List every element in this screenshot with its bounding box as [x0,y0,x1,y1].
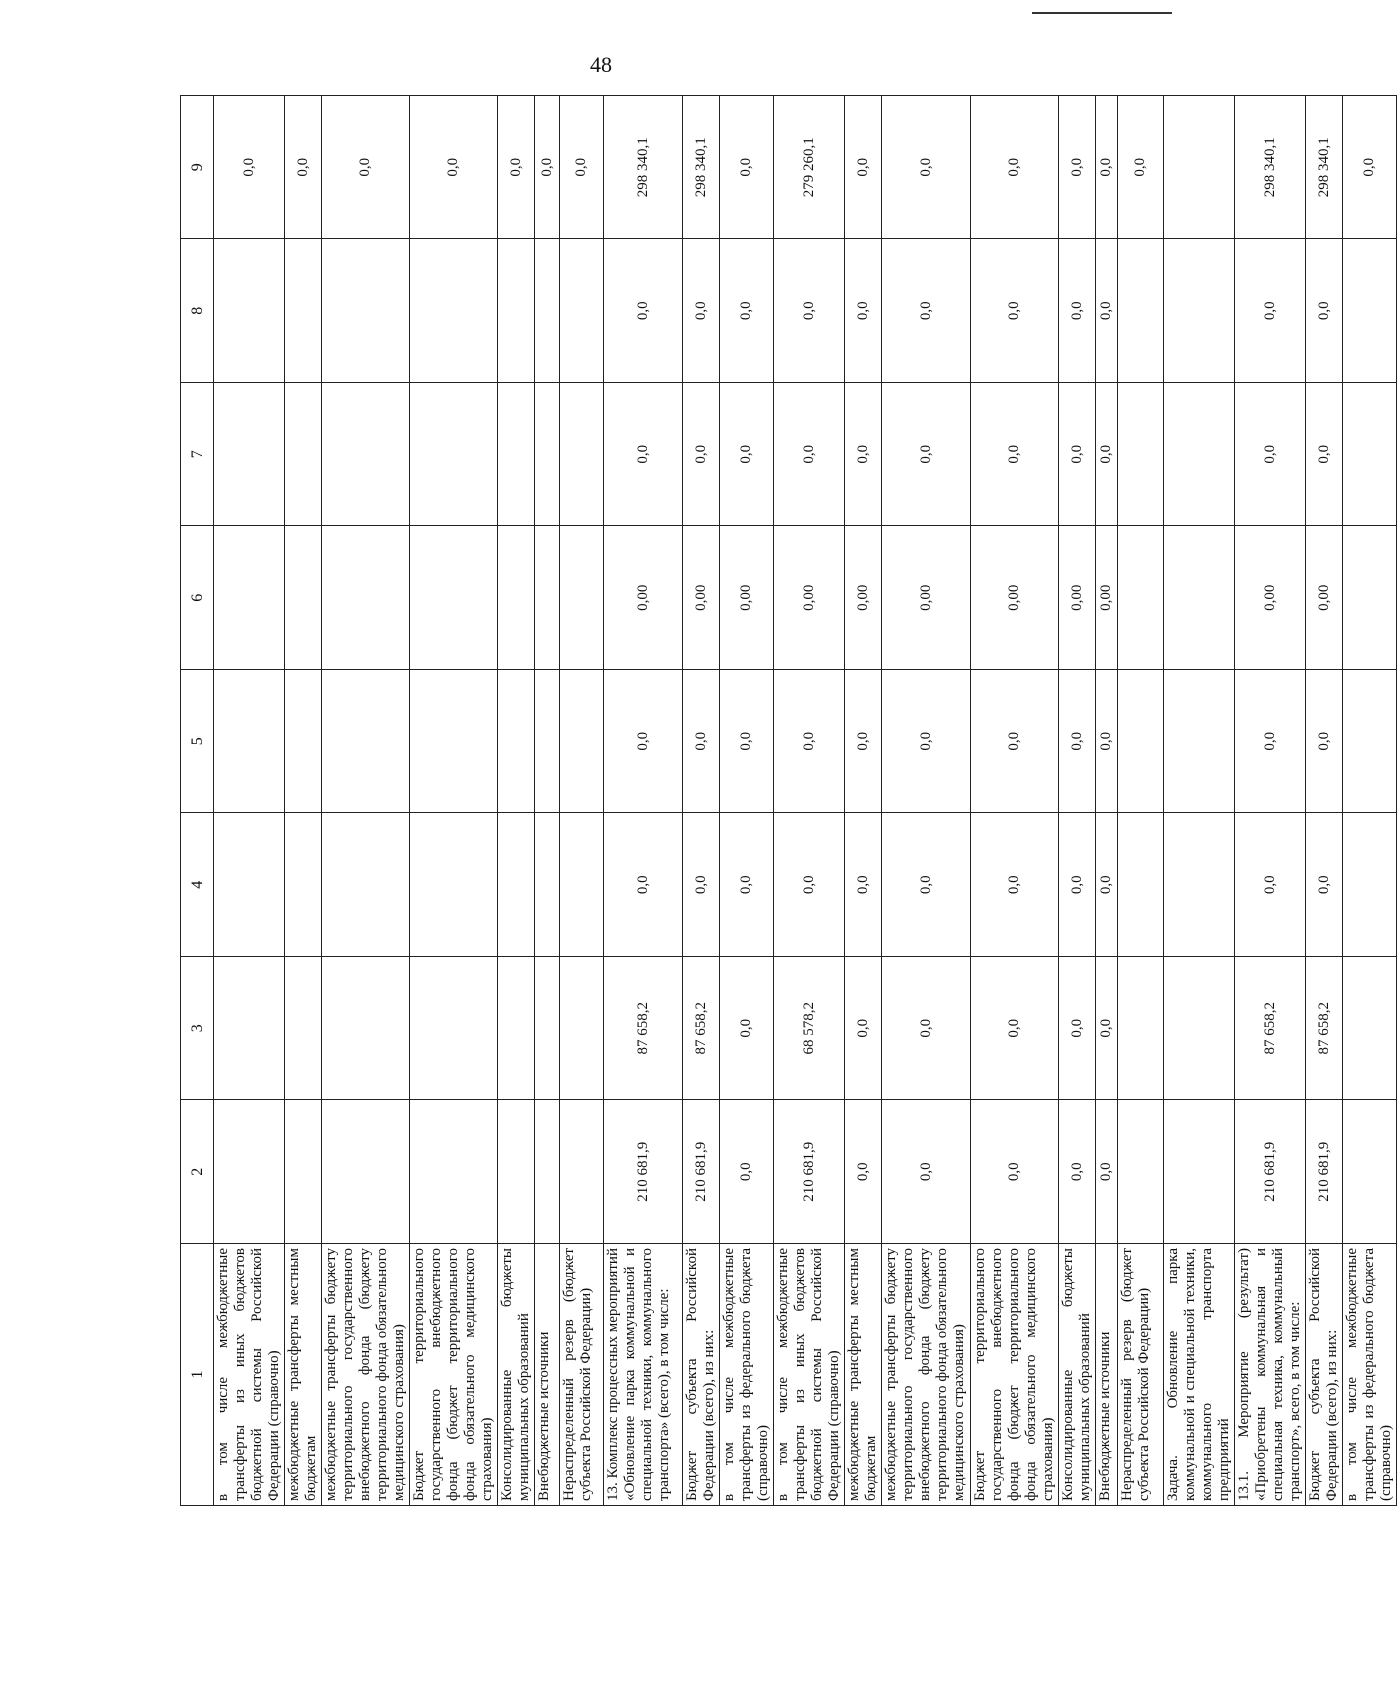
value-cell: 0,0 [683,813,720,957]
value-cell [1164,239,1235,383]
value-cell: 0,0 [1096,1100,1118,1244]
row-label: Бюджет субъекта Российской Федерации (всего), из них: [1306,1244,1343,1506]
table-row [845,96,882,1506]
row-label: Бюджет территориального государственного внебюджетного фонда (бюджет территориального фонда обязательного медицинского страхования) [410,1244,498,1506]
header-cell-1: 1 [181,1244,214,1506]
header-cell-2: 2 [181,1100,214,1244]
value-cell [322,1100,410,1244]
header-cell-5: 5 [181,670,214,814]
value-cell [410,670,498,814]
value-cell: 0,0 [214,96,285,240]
value-cell: 0,0 [1096,813,1118,957]
value-cell: 0,0 [604,670,683,814]
table-row [214,96,285,1506]
value-cell: 0,0 [971,813,1059,957]
value-cell [1118,239,1164,383]
value-cell: 0,0 [882,1100,971,1244]
value-cell [214,526,285,670]
value-cell: 0,0 [774,239,845,383]
table-body [214,96,1397,1506]
value-cell: 0,0 [845,96,882,240]
value-cell: 0,00 [1306,526,1343,670]
value-cell: 0,0 [604,239,683,383]
value-cell: 0,0 [882,239,971,383]
value-cell: 210 681,9 [683,1100,720,1244]
value-cell: 279 260,1 [774,96,845,240]
value-cell [214,813,285,957]
table-row [1118,96,1164,1506]
row-label: Консолидированные бюджеты муниципальных образований [498,1244,535,1506]
value-cell: 0,0 [845,239,882,383]
value-cell [214,957,285,1101]
value-cell [498,957,535,1101]
value-cell: 0,00 [1059,526,1096,670]
row-label: в том числе межбюджетные трансферты из иных бюджетов бюджетной системы Российской Федерации (справочно) [774,1244,845,1506]
value-cell: 0,0 [845,813,882,957]
row-label: в том числе межбюджетные трансферты из федерального бюджета (справочно) [1343,1244,1397,1506]
value-cell: 0,0 [720,670,774,814]
table-row [1164,96,1235,1506]
value-cell [1164,1100,1235,1244]
value-cell: 0,0 [1059,670,1096,814]
table-row [604,96,683,1506]
value-cell [1343,526,1397,670]
page-number: 48 [590,52,612,77]
row-label: межбюджетные трансферты местным бюджетам [845,1244,882,1506]
row-label: межбюджетные трансферты бюджету территориального государственного внебюджетного фонда (бюджету территориального фонда обязательного медицинского страхования) [882,1244,971,1506]
value-cell: 0,00 [720,526,774,670]
table-row [1306,96,1343,1506]
value-cell: 0,0 [1306,813,1343,957]
value-cell [498,526,535,670]
header-cell-7: 7 [181,383,214,527]
value-cell: 0,0 [720,813,774,957]
value-cell [1343,813,1397,957]
row-label: Нераспределенный резерв (бюджет субъекта Российской Федерации) [1118,1244,1164,1506]
table-row [683,96,720,1506]
value-cell: 298 340,1 [1306,96,1343,240]
header-cell-6: 6 [181,526,214,670]
value-cell [560,1100,604,1244]
value-cell: 0,0 [1059,383,1096,527]
value-cell: 87 658,2 [604,957,683,1101]
value-cell: 0,0 [845,1100,882,1244]
value-cell [285,670,322,814]
value-cell: 0,0 [1059,1100,1096,1244]
value-cell: 87 658,2 [1306,957,1343,1101]
value-cell [285,526,322,670]
row-label: Консолидированные бюджеты муниципальных образований [1059,1244,1096,1506]
value-cell [535,670,560,814]
value-cell: 0,0 [604,813,683,957]
value-cell [1164,813,1235,957]
value-cell: 0,0 [971,670,1059,814]
table-row [882,96,971,1506]
value-cell: 0,0 [410,96,498,240]
table-row [285,96,322,1506]
value-cell [498,383,535,527]
value-cell: 0,0 [774,813,845,957]
value-cell: 0,00 [774,526,845,670]
value-cell: 87 658,2 [1235,957,1306,1101]
value-cell [535,1100,560,1244]
value-cell: 0,0 [560,96,604,240]
value-cell: 210 681,9 [1306,1100,1343,1244]
value-cell: 0,0 [1096,96,1118,240]
value-cell: 0,0 [882,813,971,957]
value-cell: 210 681,9 [1235,1100,1306,1244]
row-label: межбюджетные трансферты местным бюджетам [285,1244,322,1506]
row-label: 13.1. Мероприятие (результат) «Приобретены коммунальная и специальная техника, коммунальный транспорт», всего, в том числе: [1235,1244,1306,1506]
row-label: Задача. Обновление парка коммунальной и специальной техники, коммунального транспорта предприятий [1164,1244,1235,1506]
value-cell: 0,0 [971,383,1059,527]
value-cell: 68 578,2 [774,957,845,1101]
value-cell: 0,0 [683,239,720,383]
table-row [720,96,774,1506]
value-cell: 0,0 [1235,813,1306,957]
row-label: Нераспределенный резерв (бюджет субъекта Российской Федерации) [560,1244,604,1506]
value-cell: 0,0 [845,383,882,527]
value-cell: 0,0 [322,96,410,240]
value-cell: 0,0 [882,670,971,814]
value-cell: 0,0 [720,1100,774,1244]
table-row [498,96,535,1506]
value-cell [322,526,410,670]
value-cell [214,670,285,814]
table-row [774,96,845,1506]
header-cell-9: 9 [181,96,214,240]
table-row [1343,96,1397,1506]
value-cell [1343,957,1397,1101]
value-cell [214,383,285,527]
value-cell [1118,1100,1164,1244]
row-label: в том числе межбюджетные трансферты из федерального бюджета (справочно) [720,1244,774,1506]
row-label: Внебюджетные источники [1096,1244,1118,1506]
value-cell [498,239,535,383]
value-cell [285,957,322,1101]
value-cell: 0,0 [1096,239,1118,383]
value-cell [535,239,560,383]
value-cell: 0,0 [1096,957,1118,1101]
table-row [971,96,1059,1506]
value-cell [410,813,498,957]
value-cell [214,1100,285,1244]
value-cell: 0,0 [1059,96,1096,240]
row-label: Бюджет территориального государственного внебюджетного фонда (бюджет территориального фонда обязательного медицинского страхования) [971,1244,1059,1506]
value-cell [285,1100,322,1244]
value-cell: 0,0 [1096,670,1118,814]
value-cell [560,526,604,670]
top-rule [1032,12,1172,14]
value-cell [285,383,322,527]
value-cell: 0,0 [1306,239,1343,383]
value-cell [285,239,322,383]
value-cell [410,383,498,527]
value-cell: 0,00 [1096,526,1118,670]
value-cell [1118,383,1164,527]
value-cell: 0,0 [1235,383,1306,527]
value-cell [535,383,560,527]
value-cell [560,957,604,1101]
value-cell [214,239,285,383]
value-cell: 0,0 [971,1100,1059,1244]
value-cell [1118,526,1164,670]
row-label: Бюджет субъекта Российской Федерации (всего), из них: [683,1244,720,1506]
rotated-table-container [180,96,1394,1506]
value-cell: 0,0 [1306,670,1343,814]
value-cell [322,670,410,814]
value-cell: 0,0 [882,383,971,527]
value-cell [535,526,560,670]
value-cell: 0,0 [720,957,774,1101]
value-cell [498,1100,535,1244]
value-cell: 0,00 [683,526,720,670]
value-cell [322,239,410,383]
table-row [1096,96,1118,1506]
value-cell: 0,0 [1118,96,1164,240]
value-cell [1343,383,1397,527]
value-cell [1118,670,1164,814]
value-cell: 0,0 [845,957,882,1101]
row-label: Внебюджетные источники [535,1244,560,1506]
value-cell: 0,00 [604,526,683,670]
value-cell: 0,0 [1306,383,1343,527]
value-cell [322,957,410,1101]
value-cell [1164,96,1235,240]
value-cell: 0,0 [774,383,845,527]
value-cell: 87 658,2 [683,957,720,1101]
value-cell: 0,0 [774,670,845,814]
value-cell: 210 681,9 [604,1100,683,1244]
value-cell [1343,670,1397,814]
value-cell [1164,383,1235,527]
header-cell-8: 8 [181,239,214,383]
value-cell: 0,0 [882,957,971,1101]
value-cell [560,383,604,527]
value-cell: 0,0 [1235,239,1306,383]
value-cell: 0,0 [535,96,560,240]
value-cell: 0,0 [498,96,535,240]
value-cell: 0,00 [1235,526,1306,670]
value-cell [535,813,560,957]
value-cell [1343,1100,1397,1244]
row-label: 13. Комплекс процессных мероприятий «Обновление парка коммунальной и специальной техники, коммунального транспорта» (всего), в том числе: [604,1244,683,1506]
value-cell: 0,0 [720,383,774,527]
value-cell [1343,239,1397,383]
value-cell: 0,0 [845,670,882,814]
header-row [181,96,214,1506]
table-row [410,96,498,1506]
table-row [322,96,410,1506]
value-cell: 298 340,1 [1235,96,1306,240]
value-cell [1118,957,1164,1101]
value-cell: 0,0 [971,957,1059,1101]
table-row [1059,96,1096,1506]
value-cell [410,526,498,670]
value-cell: 0,0 [285,96,322,240]
value-cell [498,670,535,814]
value-cell: 0,0 [1059,957,1096,1101]
value-cell: 0,0 [1059,813,1096,957]
value-cell [1164,670,1235,814]
value-cell [560,670,604,814]
value-cell [322,383,410,527]
value-cell: 0,0 [1096,383,1118,527]
value-cell [410,1100,498,1244]
value-cell [535,957,560,1101]
value-cell [1164,526,1235,670]
value-cell [285,813,322,957]
value-cell: 0,0 [971,239,1059,383]
value-cell [560,813,604,957]
value-cell: 0,0 [971,96,1059,240]
value-cell [410,239,498,383]
value-cell [1118,813,1164,957]
value-cell: 298 340,1 [604,96,683,240]
value-cell: 0,00 [971,526,1059,670]
table-row [535,96,560,1506]
value-cell [498,813,535,957]
value-cell [1164,957,1235,1101]
value-cell: 0,0 [1235,670,1306,814]
value-cell: 0,0 [604,383,683,527]
value-cell [560,239,604,383]
value-cell: 0,0 [683,670,720,814]
value-cell: 0,0 [720,96,774,240]
header-cell-3: 3 [181,957,214,1101]
value-cell: 210 681,9 [774,1100,845,1244]
table-row [560,96,604,1506]
row-label: межбюджетные трансферты бюджету территориального государственного внебюджетного фонда (бюджету территориального фонда обязательного медицинского страхования) [322,1244,410,1506]
value-cell: 298 340,1 [683,96,720,240]
value-cell: 0,00 [845,526,882,670]
row-label: в том числе межбюджетные трансферты из иных бюджетов бюджетной системы Российской Федерации (справочно) [214,1244,285,1506]
value-cell: 0,00 [882,526,971,670]
value-cell [322,813,410,957]
table-row [1235,96,1306,1506]
value-cell: 0,0 [683,383,720,527]
value-cell: 0,0 [720,239,774,383]
value-cell: 0,0 [882,96,971,240]
value-cell: 0,0 [1343,96,1397,240]
value-cell: 0,0 [1059,239,1096,383]
budget-table [180,95,1397,1506]
header-cell-4: 4 [181,813,214,957]
value-cell [410,957,498,1101]
